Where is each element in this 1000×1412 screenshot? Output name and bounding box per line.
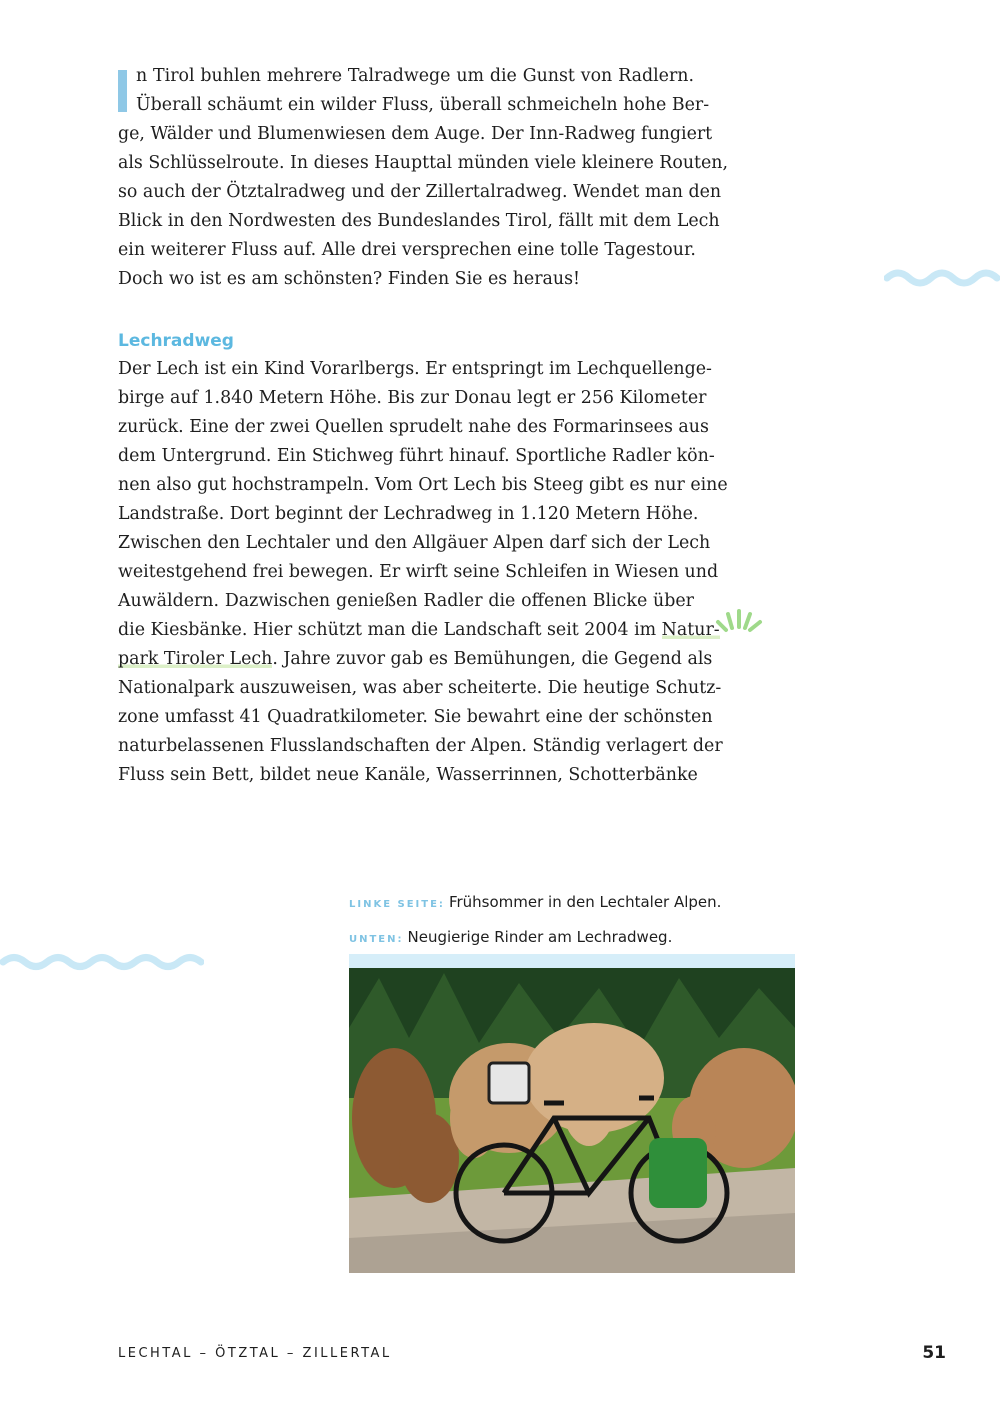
- wave-decoration-left: [0, 950, 204, 974]
- body-line: Zwischen den Lechtaler und den Allgäuer Alpen darf sich der Lech: [118, 533, 711, 553]
- body-line: dem Untergrund. Ein Stichweg führt hinauf. Sportliche Radler kön-: [118, 446, 715, 466]
- body-line-with-link: [118, 645, 713, 674]
- wave-decoration-top-right: [884, 266, 1000, 290]
- body-line: Der Lech ist ein Kind Vorarlbergs. Er entspringt im Lechquellenge-: [118, 359, 712, 379]
- caption-text: Frühsommer in den Lechtaler Alpen.: [448, 893, 722, 911]
- photo-accent-strip: [349, 954, 795, 968]
- body-line: Auwäldern. Dazwischen genießen Radler die offenen Blicke über: [118, 591, 694, 611]
- body-line: zone umfasst 41 Quadratkilometer. Sie bewahrt eine der schönsten: [118, 707, 713, 727]
- caption-below: [349, 927, 721, 950]
- intro-line: n Tirol buhlen mehrere Talradwege um die Gunst von Radlern.: [136, 66, 694, 86]
- body-line: nen also gut hochstrampeln. Vom Ort Lech bis Steeg gibt es nur eine: [118, 475, 728, 495]
- body-line: weitestgehend frei bewegen. Er wirft seine Schleifen in Wiesen und: [118, 562, 719, 582]
- naturpark-link-part2[interactable]: park Tiroler Lech: [118, 649, 273, 669]
- running-title: LECHTAL – ÖTZTAL – ZILLERTAL: [118, 1346, 392, 1361]
- naturpark-link-part1[interactable]: Natur-: [661, 620, 720, 640]
- caption-text: Neugierige Rinder am Lechradweg.: [407, 928, 673, 946]
- cows-bicycle-illustration: [349, 968, 795, 1273]
- intro-line: so auch der Ötztalradweg und der Zillertalradweg. Wendet man den: [118, 182, 722, 202]
- body-text-segment: die Kiesbänke. Hier schützt man die Landschaft seit 2004 im: [118, 620, 662, 640]
- body-line-with-link: [118, 616, 720, 645]
- page-number: 51: [922, 1343, 946, 1363]
- cows-bicycle-photo: [349, 968, 795, 1273]
- caption-label: LINKE SEITE:: [349, 899, 445, 910]
- body-text: [118, 62, 729, 790]
- intro-line: Überall schäumt ein wilder Fluss, überall schmeicheln hohe Ber-: [136, 95, 710, 115]
- body-text-segment: . Jahre zuvor gab es Bemühungen, die Gegend als: [272, 649, 713, 669]
- intro-line: Doch wo ist es am schönsten? Finden Sie es heraus!: [118, 269, 580, 289]
- section-heading: Lechradweg: [118, 331, 234, 351]
- body-line: birge auf 1.840 Metern Höhe. Bis zur Donau legt er 256 Kilometer: [118, 388, 707, 408]
- intro-paragraph: [118, 62, 729, 294]
- dropcap-i-bar: [118, 70, 127, 112]
- intro-line: als Schlüsselroute. In dieses Haupttal münden viele kleinere Routen,: [118, 153, 729, 173]
- body-line: Landstraße. Dort beginnt der Lechradweg in 1.120 Metern Höhe.: [118, 504, 699, 524]
- body-line: Fluss sein Bett, bildet neue Kanäle, Wasserrinnen, Schotterbänke: [118, 765, 698, 785]
- body-line: Nationalpark auszuweisen, was aber scheiterte. Die heutige Schutz-: [118, 678, 722, 698]
- photo-captions: [349, 892, 721, 962]
- caption-left-page: [349, 892, 721, 915]
- intro-line: ein weiterer Fluss auf. Alle drei versprechen eine tolle Tagestour.: [118, 240, 696, 260]
- intro-line: Blick in den Nordwesten des Bundeslandes Tirol, fällt mit dem Lech: [118, 211, 720, 231]
- intro-line: ge, Wälder und Blumenwiesen dem Auge. Der Inn-Radweg fungiert: [118, 124, 713, 144]
- body-line: zurück. Eine der zwei Quellen sprudelt nahe des Formarinsees aus: [118, 417, 709, 437]
- section-paragraph: [118, 355, 728, 790]
- caption-label: UNTEN:: [349, 934, 404, 945]
- body-line: naturbelassenen Flusslandschaften der Alpen. Ständig verlagert der: [118, 736, 723, 756]
